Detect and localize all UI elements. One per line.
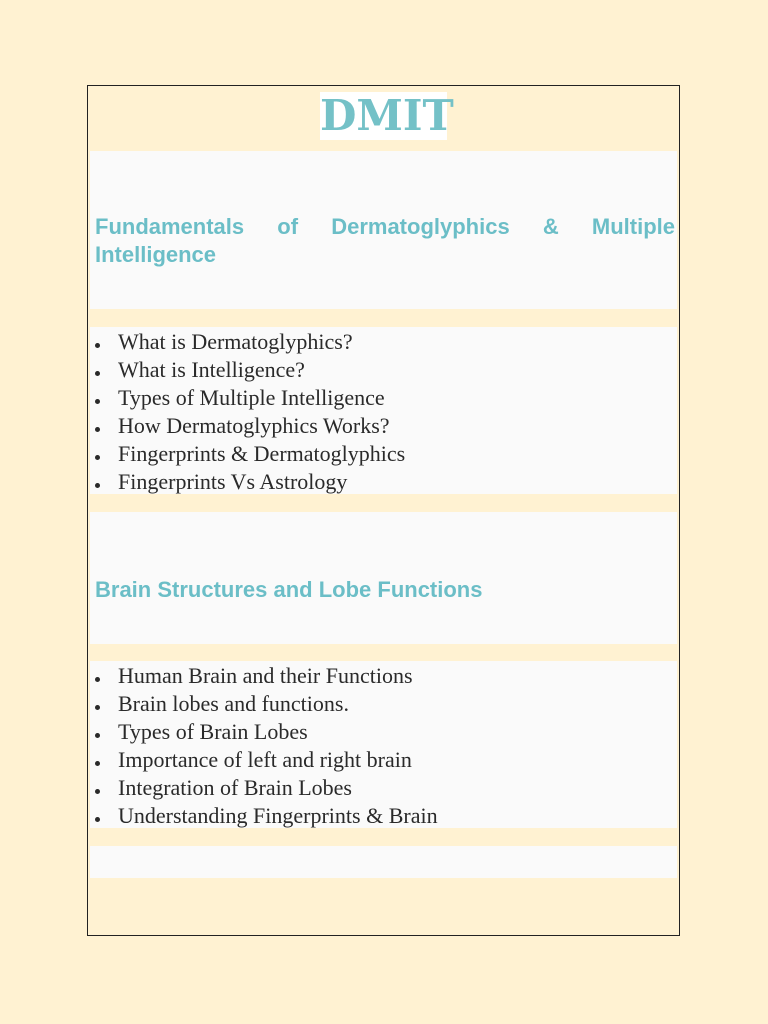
- section-2-list-block: [90, 661, 677, 828]
- list-item: [90, 384, 405, 412]
- bullet-icon: [95, 483, 100, 488]
- list-item-text: Understanding Fingerprints & Brain: [118, 803, 438, 828]
- bullet-icon: [95, 427, 100, 432]
- bullet-icon: [95, 343, 100, 348]
- bullet-icon: [95, 705, 100, 710]
- list-item-text: What is Dermatoglyphics?: [118, 329, 353, 354]
- list-item-text: Types of Brain Lobes: [118, 719, 308, 744]
- list-item: [90, 328, 405, 356]
- list-item-text: What is Intelligence?: [118, 357, 305, 382]
- list-item-text: How Dermatoglyphics Works?: [118, 413, 390, 438]
- section-2-heading-block: [90, 512, 677, 644]
- list-item: [90, 746, 438, 774]
- list-item: [90, 468, 405, 496]
- list-item: [90, 802, 438, 830]
- list-item-text: Fingerprints & Dermatoglyphics: [118, 441, 406, 466]
- empty-block: [90, 846, 677, 878]
- section-1-heading: Fundamentals of Dermatoglyphics & Multiple Intelligence: [95, 214, 675, 267]
- list-item-text: Brain lobes and functions.: [118, 691, 349, 716]
- list-item-text: Importance of left and right brain: [118, 747, 412, 772]
- bullet-icon: [95, 817, 100, 822]
- document-frame: [87, 85, 680, 936]
- bullet-icon: [95, 455, 100, 460]
- section-1-list-block: [90, 327, 677, 494]
- list-item-text: Human Brain and their Functions: [118, 663, 413, 688]
- list-item: [90, 774, 438, 802]
- bullet-icon: [95, 733, 100, 738]
- section-2-heading: Brain Structures and Lobe Functions: [95, 577, 483, 602]
- document-title: DMIT: [320, 91, 454, 140]
- bullet-icon: [95, 399, 100, 404]
- section-1-topic-list: [90, 328, 405, 496]
- list-item-text: Integration of Brain Lobes: [118, 775, 352, 800]
- bullet-icon: [95, 677, 100, 682]
- list-item-text: Types of Multiple Intelligence: [118, 385, 385, 410]
- list-item: [90, 662, 438, 690]
- list-item: [90, 440, 405, 468]
- bullet-icon: [95, 761, 100, 766]
- list-item: [90, 412, 405, 440]
- bullet-icon: [95, 789, 100, 794]
- list-item: [90, 690, 438, 718]
- list-item: [90, 718, 438, 746]
- bullet-icon: [95, 371, 100, 376]
- list-item-text: Fingerprints Vs Astrology: [118, 469, 348, 494]
- list-item: [90, 356, 405, 384]
- section-2-topic-list: [90, 662, 438, 830]
- section-1-heading-block: [90, 151, 677, 309]
